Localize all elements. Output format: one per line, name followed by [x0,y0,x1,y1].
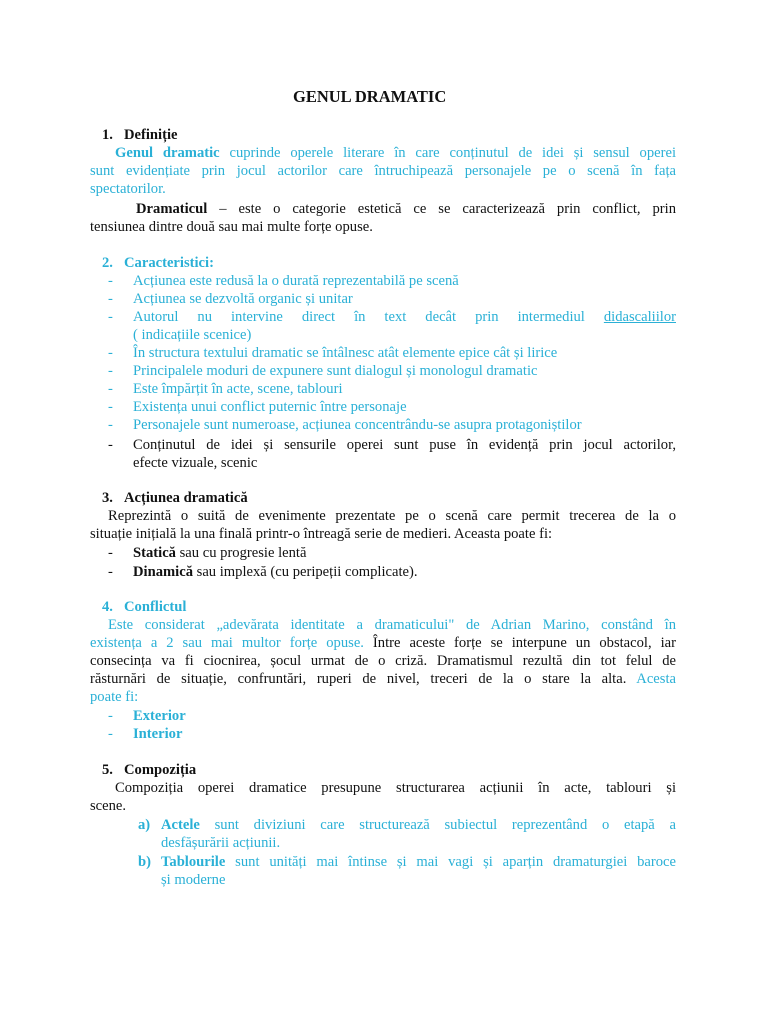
s1-p1-line2: sunt evidențiate prin jocul actorilor care întruchipează personajele pe o scenă în fața [90,163,676,179]
sub-item-label: a) [138,817,151,833]
section-4-number: 4. [102,599,113,615]
s4-p-line4: răsturnări de situație, confruntări, ruperi de nivel, treceri de la o stare la alta. Acesta [90,671,676,687]
section-5-heading: Compoziția [124,762,197,778]
list-item-continuation: efecte vizuale, scenic [133,455,258,471]
list-item: Este împărțit în acte, scene, tablouri [133,381,343,397]
list-dash: - [108,417,113,433]
list-item: Existența unui conflict puternic între personaje [133,399,407,415]
section-3-heading: Acțiunea dramatică [124,490,248,506]
s5-p-line1: Compoziția operei dramatice presupune structurarea acțiunii în acte, tablouri și [115,780,676,796]
s4-p-line5: poate fi: [90,689,139,705]
list-item: Principalele moduri de expunere sunt dialogul și monologul dramatic [133,363,538,379]
list-item-continuation: ( indicațiile scenice) [133,327,252,343]
dramaticul-term: Dramaticul [136,201,208,217]
sub-item-a-line2: desfășurării acțiunii. [161,835,281,851]
section-4-heading: Conflictul [124,599,187,615]
s3-p-line1: Reprezintă o suită de evenimente prezentate pe o scenă care permit trecerea de la o [108,508,676,524]
list-dash: - [108,726,113,742]
section-2-heading: Caracteristici: [124,255,214,271]
list-item: Autorul nu intervine direct în text decât prin intermediul didascaliilor [133,309,676,325]
s1-p1-line3: spectatorilor. [90,181,166,197]
list-item: Statică sau cu progresie lentă [133,545,307,561]
sub-item-label: b) [138,854,151,870]
s4-p-line2: existența a 2 sau mai multor forțe opuse. Între aceste forțe se interpune un obstacol, iar [90,635,677,651]
section-3-number: 3. [102,490,113,506]
sub-item-a-line1: Actele sunt diviziuni care structurează subiectul reprezentând o etapă a [161,817,676,833]
genul-dramatic-term: Genul dramatic [115,145,220,161]
s3-p-line2: situație inițială la una finală printr-o întreagă serie de medieri. Aceasta poate fi: [90,526,553,542]
section-5-number: 5. [102,762,113,778]
s1-p1-line1: Genul dramatic cuprinde operele literare în care conținutul de idei și sensul operei [115,145,676,161]
list-dash: - [108,345,113,361]
list-item: Exterior [133,708,186,724]
list-dash: - [108,273,113,289]
list-dash: - [108,399,113,415]
s1-p2-line1: Dramaticul – este o categorie estetică ce se caracterizează prin conflict, prin [136,201,676,217]
list-dash: - [108,381,113,397]
section-2-number: 2. [102,255,113,271]
list-item: Acțiunea este redusă la o durată reprezentabilă pe scenă [133,273,459,289]
list-item: Interior [133,726,183,742]
section-1-heading: Definiție [124,127,178,143]
list-dash: - [108,708,113,724]
list-dash: - [108,309,113,325]
list-item: În structura textului dramatic se întâlnesc atât elemente epice cât și lirice [133,345,558,361]
sub-item-b-line2: și moderne [161,872,226,888]
list-dash: - [108,564,113,580]
section-1-number: 1. [102,127,113,143]
list-dash: - [108,291,113,307]
list-item: Conținutul de idei și sensurile operei sunt puse în evidență prin jocul actorilor, [133,437,676,453]
s5-p-line2: scene. [90,798,127,814]
list-dash: - [108,545,113,561]
list-dash: - [108,363,113,379]
s4-p-line1: Este considerat „adevărata identitate a dramaticului" de Adrian Marino, constând în [108,617,676,633]
list-item: Acțiunea se dezvoltă organic și unitar [133,291,353,307]
didascalii-link[interactable]: didascaliilor [603,309,676,325]
s1-p2-line2: tensiunea dintre două sau mai multe forțe opuse. [90,219,373,235]
s4-p-line3: consecința va fi ciocnirea, șocul urmat de o criză. Dramatismul rezultă din tot felul de [90,653,676,669]
sub-item-b-line1: Tablourile sunt unități mai întinse și mai vagi și aparțin dramaturgiei baroce [161,854,676,870]
list-item: Personajele sunt numeroase, acțiunea concentrându-se asupra protagoniștilor [133,417,582,433]
list-item: Dinamică sau implexă (cu peripeții complicate). [133,564,418,580]
page-title: GENUL DRAMATIC [293,87,447,106]
list-dash: - [108,437,113,453]
